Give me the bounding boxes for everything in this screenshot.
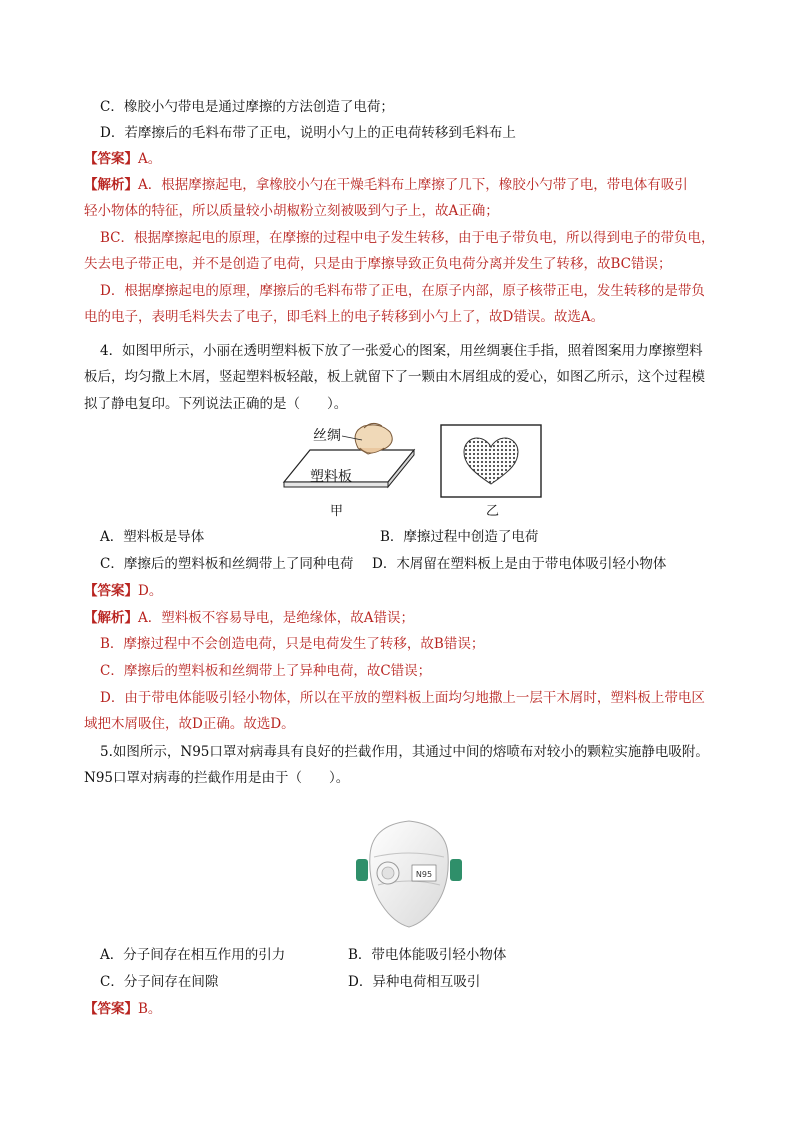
q5-option-b: B．带电体能吸引轻小物体 (348, 947, 507, 963)
question-4-line3: 拟了静电复印。下列说法正确的是（ ）。 (84, 396, 348, 412)
label-silk: 丝绸 (313, 428, 341, 444)
answer-tag: 【答案】 (84, 151, 138, 167)
explanation-1-a2: 轻小物体的特征，所以质量较小胡椒粉立刻被吸到勺子上，故A正确； (84, 203, 499, 219)
explanation-1-d: D．根据摩擦起电的原理，摩擦后的毛料布带了正电，在原子内部，原子核带正电，发生转移的是带负 (100, 283, 705, 299)
label-plastic-plate: 塑料板 (310, 469, 352, 485)
explanation-1-bc2: 失去电子带正电，并不是创造了电荷，只是由于摩擦导致正负电荷分离并发生了转移，故BC错误； (84, 256, 672, 272)
explanation-1-a (0, 176, 794, 194)
q4-option-a: A．塑料板是导体 (100, 529, 205, 545)
explanation-2-d2: 域把木屑吸住，故D正确。故选D。 (84, 716, 295, 732)
explanation-tag: 【解析】 (84, 610, 138, 626)
mask-label-text: N95 (415, 870, 433, 879)
q4-option-b: B．摩擦过程中创造了电荷 (380, 529, 539, 545)
explanation-2-a (0, 609, 794, 627)
answer-value: D。 (138, 583, 163, 599)
explanation-1-bc: BC．根据摩擦起电的原理，在摩擦的过程中电子发生转移，由于电子带负电，所以得到电子的带负电， (100, 230, 715, 246)
question-5-line2: N95口罩对病毒的拦截作用是由于（ ）。 (84, 770, 350, 786)
question-5-line1: 5.如图所示，N95口罩对病毒具有良好的拦截作用，其通过中间的熔喷布对较小的颗粒实施静电吸附。 (100, 744, 709, 760)
n95-mask-image (350, 815, 468, 933)
answer-value: A。 (138, 151, 162, 167)
explanation-text: A．塑料板不容易导电，是绝缘体，故A错误； (138, 610, 414, 626)
q5-option-d: D．异种电荷相互吸引 (348, 974, 481, 990)
caption-yi: 乙 (486, 504, 500, 519)
q5-option-a: A．分子间存在相互作用的引力 (100, 947, 286, 963)
answer-tag: 【答案】 (84, 583, 138, 599)
figure-jia-plastic-plate (280, 418, 420, 498)
answer-tag: 【答案】 (84, 1001, 138, 1017)
answer-2 (0, 582, 794, 600)
question-4-line1: 4．如图甲所示，小丽在透明塑料板下放了一张爱心的图案，用丝绸裹住手指，照着图案用力摩擦塑料 (100, 343, 703, 359)
answer-value: B。 (138, 1001, 162, 1017)
explanation-1-d2: 电的电子，表明毛料失去了电子，即毛料上的电子转移到小勺上了，故D错误。故选A。 (84, 309, 605, 325)
explanation-2-b: B．摩擦过程中不会创造电荷，只是电荷发生了转移，故B错误； (100, 636, 485, 652)
question-4-line2: 板后，均匀撒上木屑，竖起塑料板轻敲，板上就留下了一颗由木屑组成的爱心，如图乙所示，这个过程模 (84, 369, 705, 385)
q4-option-c: C．摩擦后的塑料板和丝绸带上了同种电荷 (100, 556, 354, 572)
explanation-text: A．根据摩擦起电，拿橡胶小勺在干燥毛料布上摩擦了几下，橡胶小勺带了电，带电体有吸引 (138, 177, 688, 193)
explanation-2-c: C．摩擦后的塑料板和丝绸带上了异种电荷，故C错误； (100, 663, 432, 679)
caption-jia: 甲 (330, 504, 344, 519)
figure-yi-heart (440, 424, 542, 498)
q5-option-c: C．分子间存在间隙 (100, 974, 219, 990)
option-d-line: D．若摩擦后的毛料布带了正电，说明小勺上的正电荷转移到毛料布上 (100, 125, 516, 141)
q4-option-d: D．木屑留在塑料板上是由于带电体吸引轻小物体 (372, 556, 667, 572)
answer-1 (0, 150, 794, 168)
explanation-2-d: D．由于带电体能吸引轻小物体，所以在平放的塑料板上面均匀地撒上一层干木屑时，塑料板上带电区 (100, 690, 705, 706)
explanation-tag: 【解析】 (84, 177, 138, 193)
answer-3 (0, 1000, 794, 1018)
option-c-line: C．橡胶小勺带电是通过摩擦的方法创造了电荷； (100, 99, 394, 115)
